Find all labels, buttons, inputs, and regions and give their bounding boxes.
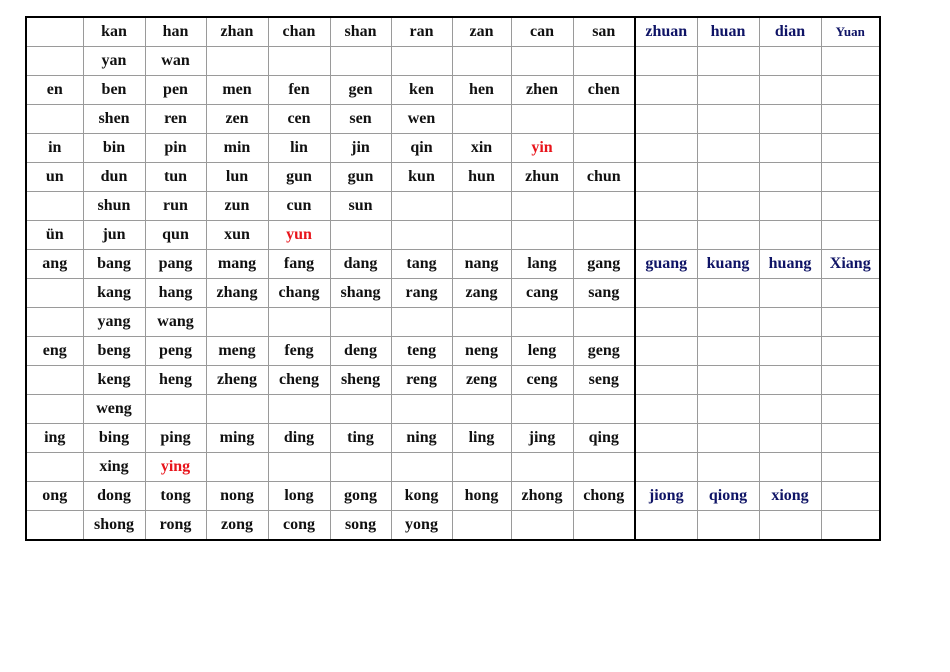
extra-syllable-cell: huan xyxy=(697,17,759,47)
syllable-cell: shong xyxy=(83,511,145,541)
syllable-cell: qing xyxy=(573,424,635,453)
extra-syllable-cell xyxy=(759,163,821,192)
extra-syllable-cell xyxy=(697,163,759,192)
syllable-cell: chen xyxy=(573,76,635,105)
extra-syllable-cell xyxy=(821,366,880,395)
extra-syllable-cell xyxy=(821,76,880,105)
syllable-cell: sen xyxy=(330,105,391,134)
syllable-cell: teng xyxy=(391,337,452,366)
extra-syllable-cell xyxy=(635,163,697,192)
syllable-cell: rang xyxy=(391,279,452,308)
syllable-cell: zun xyxy=(206,192,268,221)
extra-syllable-cell xyxy=(759,47,821,76)
final-label-cell xyxy=(26,511,83,541)
extra-syllable-cell xyxy=(759,453,821,482)
syllable-cell xyxy=(573,134,635,163)
syllable-cell: can xyxy=(511,17,573,47)
extra-syllable-cell: xiong xyxy=(759,482,821,511)
final-label-cell xyxy=(26,308,83,337)
syllable-cell: feng xyxy=(268,337,330,366)
syllable-cell: ken xyxy=(391,76,452,105)
extra-syllable-cell: zhuan xyxy=(635,17,697,47)
syllable-cell: san xyxy=(573,17,635,47)
syllable-cell: ding xyxy=(268,424,330,453)
syllable-cell: zang xyxy=(452,279,511,308)
syllable-cell: jing xyxy=(511,424,573,453)
syllable-cell: zan xyxy=(452,17,511,47)
syllable-cell: yin xyxy=(511,134,573,163)
extra-syllable-cell: qiong xyxy=(697,482,759,511)
syllable-cell: xing xyxy=(83,453,145,482)
syllable-cell: qun xyxy=(145,221,206,250)
extra-syllable-cell xyxy=(697,366,759,395)
syllable-cell: zhen xyxy=(511,76,573,105)
syllable-cell: song xyxy=(330,511,391,541)
syllable-cell: cen xyxy=(268,105,330,134)
syllable-cell xyxy=(573,221,635,250)
extra-syllable-cell xyxy=(821,482,880,511)
syllable-cell: heng xyxy=(145,366,206,395)
syllable-cell xyxy=(452,47,511,76)
syllable-cell: hong xyxy=(452,482,511,511)
syllable-cell: shun xyxy=(83,192,145,221)
syllable-cell: bin xyxy=(83,134,145,163)
syllable-cell xyxy=(511,395,573,424)
syllable-cell xyxy=(452,395,511,424)
extra-syllable-cell: Xiang xyxy=(821,250,880,279)
table-body xyxy=(26,17,880,540)
extra-syllable-cell xyxy=(821,424,880,453)
syllable-cell: pin xyxy=(145,134,206,163)
syllable-cell: pang xyxy=(145,250,206,279)
extra-syllable-cell xyxy=(697,511,759,541)
syllable-cell: sheng xyxy=(330,366,391,395)
extra-syllable-cell xyxy=(759,337,821,366)
syllable-cell: wang xyxy=(145,308,206,337)
extra-syllable-cell xyxy=(635,76,697,105)
extra-syllable-cell xyxy=(635,395,697,424)
syllable-cell: ying xyxy=(145,453,206,482)
syllable-cell: run xyxy=(145,192,206,221)
extra-syllable-cell xyxy=(635,308,697,337)
syllable-cell xyxy=(391,453,452,482)
extra-syllable-cell xyxy=(821,395,880,424)
table-row xyxy=(26,134,880,163)
syllable-cell: chong xyxy=(573,482,635,511)
extra-syllable-cell xyxy=(635,47,697,76)
extra-syllable-cell xyxy=(759,308,821,337)
final-label-cell: ang xyxy=(26,250,83,279)
syllable-cell: kun xyxy=(391,163,452,192)
extra-syllable-cell xyxy=(635,192,697,221)
syllable-cell: gun xyxy=(330,163,391,192)
extra-syllable-cell xyxy=(697,76,759,105)
extra-syllable-cell xyxy=(759,366,821,395)
syllable-cell xyxy=(330,308,391,337)
extra-syllable-cell xyxy=(635,279,697,308)
final-label-cell: en xyxy=(26,76,83,105)
syllable-cell: ting xyxy=(330,424,391,453)
syllable-cell: neng xyxy=(452,337,511,366)
syllable-cell: lin xyxy=(268,134,330,163)
extra-syllable-cell: kuang xyxy=(697,250,759,279)
table-row xyxy=(26,250,880,279)
syllable-cell: yang xyxy=(83,308,145,337)
syllable-cell: fang xyxy=(268,250,330,279)
extra-syllable-cell xyxy=(759,395,821,424)
syllable-cell: pen xyxy=(145,76,206,105)
syllable-cell xyxy=(391,192,452,221)
syllable-cell: nang xyxy=(452,250,511,279)
final-label-cell: eng xyxy=(26,337,83,366)
syllable-cell: dang xyxy=(330,250,391,279)
syllable-cell xyxy=(391,395,452,424)
extra-syllable-cell: dian xyxy=(759,17,821,47)
extra-syllable-cell xyxy=(635,105,697,134)
syllable-cell: kan xyxy=(83,17,145,47)
syllable-cell: jun xyxy=(83,221,145,250)
syllable-cell: tong xyxy=(145,482,206,511)
extra-syllable-cell xyxy=(635,366,697,395)
syllable-cell xyxy=(206,395,268,424)
syllable-cell xyxy=(268,453,330,482)
extra-syllable-cell: Yuan xyxy=(821,17,880,47)
extra-syllable-cell xyxy=(697,134,759,163)
syllable-cell: men xyxy=(206,76,268,105)
syllable-cell: gong xyxy=(330,482,391,511)
table-row xyxy=(26,105,880,134)
syllable-cell xyxy=(573,511,635,541)
syllable-cell: chun xyxy=(573,163,635,192)
syllable-cell: ceng xyxy=(511,366,573,395)
syllable-cell xyxy=(206,308,268,337)
extra-syllable-cell xyxy=(759,134,821,163)
syllable-cell: cang xyxy=(511,279,573,308)
syllable-cell: leng xyxy=(511,337,573,366)
syllable-cell: seng xyxy=(573,366,635,395)
syllable-cell: ben xyxy=(83,76,145,105)
table-row xyxy=(26,366,880,395)
extra-syllable-cell xyxy=(697,47,759,76)
syllable-cell: shan xyxy=(330,17,391,47)
table-row xyxy=(26,279,880,308)
extra-syllable-cell xyxy=(821,192,880,221)
table-row xyxy=(26,511,880,541)
syllable-cell: chang xyxy=(268,279,330,308)
extra-syllable-cell xyxy=(697,221,759,250)
syllable-cell: cun xyxy=(268,192,330,221)
final-label-cell xyxy=(26,395,83,424)
syllable-cell: sun xyxy=(330,192,391,221)
syllable-cell xyxy=(573,192,635,221)
extra-syllable-cell xyxy=(635,134,697,163)
syllable-cell xyxy=(511,47,573,76)
final-label-cell xyxy=(26,192,83,221)
final-label-cell xyxy=(26,279,83,308)
syllable-cell: keng xyxy=(83,366,145,395)
syllable-cell xyxy=(511,192,573,221)
final-label-cell xyxy=(26,47,83,76)
extra-syllable-cell: jiong xyxy=(635,482,697,511)
extra-syllable-cell xyxy=(635,511,697,541)
syllable-cell: weng xyxy=(83,395,145,424)
syllable-cell: ran xyxy=(391,17,452,47)
syllable-cell: hen xyxy=(452,76,511,105)
extra-syllable-cell xyxy=(697,337,759,366)
syllable-cell xyxy=(511,105,573,134)
table-row xyxy=(26,424,880,453)
syllable-cell: zhong xyxy=(511,482,573,511)
extra-syllable-cell xyxy=(821,308,880,337)
syllable-cell xyxy=(452,221,511,250)
extra-syllable-cell xyxy=(697,192,759,221)
syllable-cell: tun xyxy=(145,163,206,192)
table-row xyxy=(26,453,880,482)
syllable-cell: wen xyxy=(391,105,452,134)
syllable-cell: fen xyxy=(268,76,330,105)
syllable-cell: shen xyxy=(83,105,145,134)
extra-syllable-cell xyxy=(635,221,697,250)
syllable-cell xyxy=(511,511,573,541)
syllable-cell: shang xyxy=(330,279,391,308)
syllable-cell: gen xyxy=(330,76,391,105)
table-row xyxy=(26,76,880,105)
syllable-cell xyxy=(573,395,635,424)
extra-syllable-cell xyxy=(697,424,759,453)
syllable-cell: ning xyxy=(391,424,452,453)
pinyin-syllable-table xyxy=(25,16,881,541)
syllable-cell: jin xyxy=(330,134,391,163)
syllable-cell: ren xyxy=(145,105,206,134)
syllable-cell: deng xyxy=(330,337,391,366)
final-label-cell xyxy=(26,453,83,482)
syllable-cell: lang xyxy=(511,250,573,279)
syllable-cell xyxy=(511,221,573,250)
table-row xyxy=(26,395,880,424)
syllable-cell xyxy=(452,192,511,221)
extra-syllable-cell xyxy=(821,511,880,541)
syllable-cell: chan xyxy=(268,17,330,47)
extra-syllable-cell xyxy=(821,47,880,76)
syllable-cell xyxy=(391,47,452,76)
syllable-cell: han xyxy=(145,17,206,47)
syllable-cell: zhang xyxy=(206,279,268,308)
syllable-cell xyxy=(268,395,330,424)
extra-syllable-cell xyxy=(821,134,880,163)
syllable-cell xyxy=(268,47,330,76)
extra-syllable-cell xyxy=(759,511,821,541)
syllable-cell: zheng xyxy=(206,366,268,395)
syllable-cell: lun xyxy=(206,163,268,192)
syllable-cell: dong xyxy=(83,482,145,511)
final-label-cell: un xyxy=(26,163,83,192)
extra-syllable-cell: guang xyxy=(635,250,697,279)
table-row xyxy=(26,17,880,47)
syllable-cell: wan xyxy=(145,47,206,76)
syllable-cell xyxy=(573,308,635,337)
syllable-cell: yun xyxy=(268,221,330,250)
extra-syllable-cell xyxy=(697,279,759,308)
syllable-cell: gang xyxy=(573,250,635,279)
syllable-cell xyxy=(573,105,635,134)
syllable-cell: meng xyxy=(206,337,268,366)
table-row xyxy=(26,308,880,337)
syllable-cell: kang xyxy=(83,279,145,308)
extra-syllable-cell xyxy=(759,105,821,134)
syllable-cell xyxy=(391,221,452,250)
syllable-cell xyxy=(573,47,635,76)
syllable-cell: geng xyxy=(573,337,635,366)
syllable-cell xyxy=(452,308,511,337)
syllable-cell: yong xyxy=(391,511,452,541)
syllable-cell xyxy=(452,453,511,482)
extra-syllable-cell xyxy=(821,453,880,482)
final-label-cell: ong xyxy=(26,482,83,511)
extra-syllable-cell xyxy=(635,453,697,482)
syllable-cell: min xyxy=(206,134,268,163)
syllable-cell: zen xyxy=(206,105,268,134)
syllable-cell: reng xyxy=(391,366,452,395)
syllable-cell: mang xyxy=(206,250,268,279)
syllable-cell: yan xyxy=(83,47,145,76)
syllable-cell: peng xyxy=(145,337,206,366)
final-label-cell xyxy=(26,105,83,134)
extra-syllable-cell xyxy=(821,279,880,308)
syllable-cell xyxy=(452,105,511,134)
final-label-cell: ün xyxy=(26,221,83,250)
syllable-cell xyxy=(206,453,268,482)
table-row xyxy=(26,337,880,366)
syllable-cell: rong xyxy=(145,511,206,541)
final-label-cell: ing xyxy=(26,424,83,453)
extra-syllable-cell xyxy=(697,308,759,337)
extra-syllable-cell xyxy=(821,105,880,134)
syllable-cell: zhan xyxy=(206,17,268,47)
syllable-cell: bang xyxy=(83,250,145,279)
syllable-cell xyxy=(330,453,391,482)
syllable-cell: zong xyxy=(206,511,268,541)
syllable-cell: gun xyxy=(268,163,330,192)
extra-syllable-cell: huang xyxy=(759,250,821,279)
extra-syllable-cell xyxy=(759,424,821,453)
extra-syllable-cell xyxy=(697,395,759,424)
table-row xyxy=(26,47,880,76)
syllable-cell: ming xyxy=(206,424,268,453)
extra-syllable-cell xyxy=(635,337,697,366)
syllable-cell xyxy=(511,308,573,337)
syllable-cell: long xyxy=(268,482,330,511)
syllable-cell: tang xyxy=(391,250,452,279)
syllable-cell: sang xyxy=(573,279,635,308)
extra-syllable-cell xyxy=(821,337,880,366)
syllable-cell xyxy=(452,511,511,541)
extra-syllable-cell xyxy=(759,76,821,105)
final-label-cell xyxy=(26,17,83,47)
syllable-cell: cong xyxy=(268,511,330,541)
table-row xyxy=(26,221,880,250)
syllable-cell: dun xyxy=(83,163,145,192)
extra-syllable-cell xyxy=(697,105,759,134)
syllable-cell: beng xyxy=(83,337,145,366)
extra-syllable-cell xyxy=(759,192,821,221)
table-row xyxy=(26,163,880,192)
syllable-cell xyxy=(330,47,391,76)
syllable-cell xyxy=(268,308,330,337)
syllable-cell: xin xyxy=(452,134,511,163)
syllable-cell: qin xyxy=(391,134,452,163)
table-row xyxy=(26,192,880,221)
syllable-cell: hang xyxy=(145,279,206,308)
syllable-cell xyxy=(330,395,391,424)
syllable-cell: xun xyxy=(206,221,268,250)
syllable-cell: cheng xyxy=(268,366,330,395)
extra-syllable-cell xyxy=(821,221,880,250)
extra-syllable-cell xyxy=(759,221,821,250)
syllable-cell: bing xyxy=(83,424,145,453)
syllable-cell: zeng xyxy=(452,366,511,395)
extra-syllable-cell xyxy=(821,163,880,192)
final-label-cell xyxy=(26,366,83,395)
syllable-cell: kong xyxy=(391,482,452,511)
extra-syllable-cell xyxy=(697,453,759,482)
syllable-cell xyxy=(391,308,452,337)
syllable-cell: ling xyxy=(452,424,511,453)
syllable-cell xyxy=(145,395,206,424)
syllable-cell: zhun xyxy=(511,163,573,192)
syllable-cell: ping xyxy=(145,424,206,453)
syllable-cell xyxy=(511,453,573,482)
extra-syllable-cell xyxy=(759,279,821,308)
final-label-cell: in xyxy=(26,134,83,163)
syllable-cell xyxy=(330,221,391,250)
syllable-cell: nong xyxy=(206,482,268,511)
extra-syllable-cell xyxy=(635,424,697,453)
syllable-cell: hun xyxy=(452,163,511,192)
syllable-cell xyxy=(206,47,268,76)
table-row xyxy=(26,482,880,511)
syllable-cell xyxy=(573,453,635,482)
